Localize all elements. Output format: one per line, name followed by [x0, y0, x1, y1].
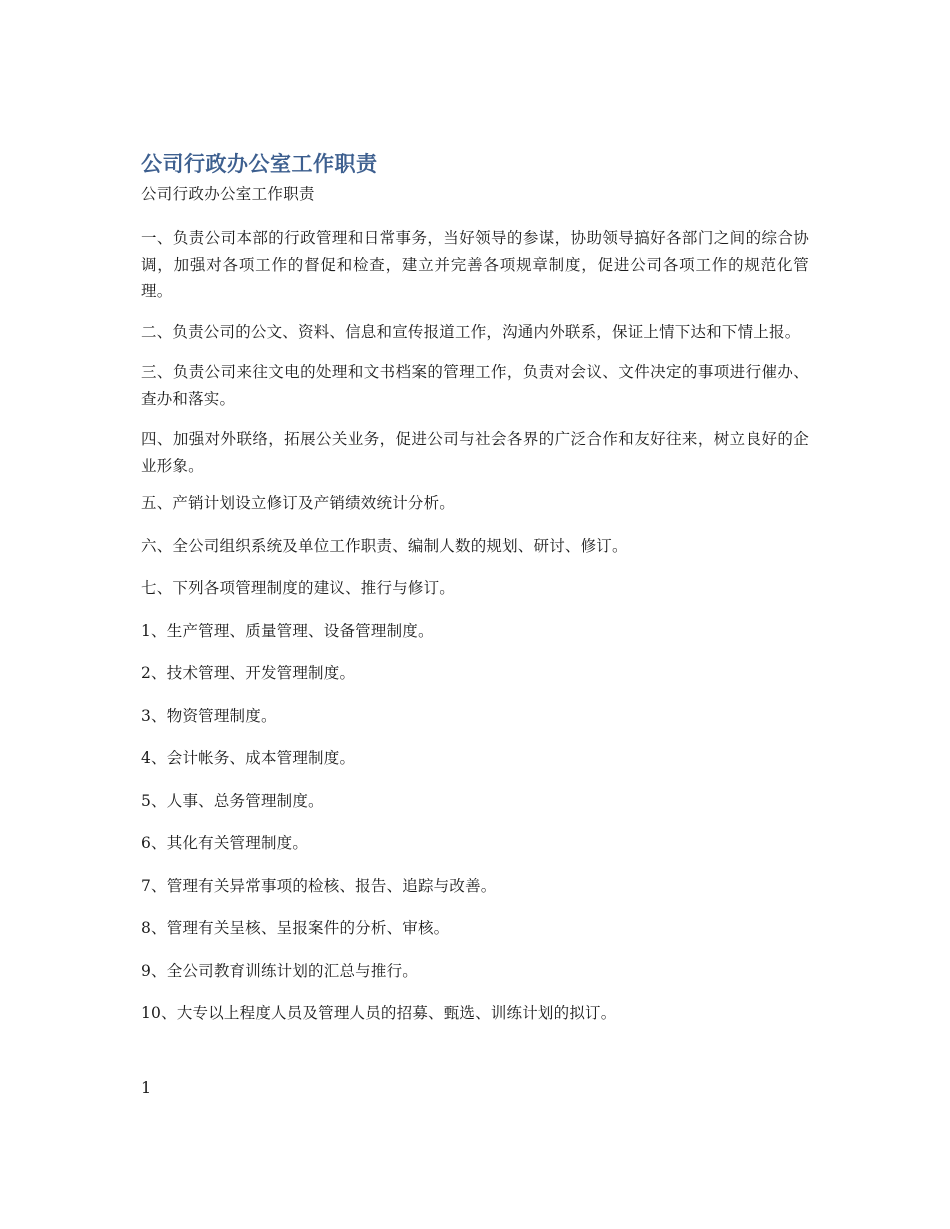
- list-item: 4、会计帐务、成本管理制度。: [141, 749, 356, 767]
- list-item: 10、大专以上程度人员及管理人员的招募、甄选、训练计划的拟订。: [141, 1004, 617, 1022]
- list-item: 3、物资管理制度。: [141, 706, 277, 725]
- list-item: 8、管理有关呈核、呈报案件的分析、审核。: [141, 919, 450, 937]
- document-body: [141, 150, 809, 1046]
- document-title: 公司行政办公室工作职责: [141, 152, 378, 176]
- list-item: 6、其化有关管理制度。: [141, 834, 309, 852]
- list-item: 五、产销计划设立修订及产销绩效统计分析。: [141, 494, 456, 512]
- paragraph-1: 一、负责公司本部的行政管理和日常事务，当好领导的参谋，协助领导搞好各部门之间的综合协调，加强对各项工作的督促和检查，建立并完善各项规章制度，促进公司各项工作的规范化管理。: [141, 229, 809, 300]
- paragraph-4: 四、加强对外联络，拓展公关业务，促进公司与社会各界的广泛合作和友好往来，树立良好的企业形象。: [141, 430, 809, 475]
- list-item: 七、下列各项管理制度的建议、推行与修订。: [141, 579, 456, 597]
- paragraph-3: 三、负责公司来往文电的处理和文书档案的管理工作，负责对会议、文件决定的事项进行催办、查办和落实。: [141, 363, 809, 408]
- list-item: 5、人事、总务管理制度。: [141, 791, 324, 810]
- list-item: 7、管理有关异常事项的检核、报告、追踪与改善。: [141, 876, 497, 895]
- paragraph-2: 二、负责公司的公文、资料、信息和宣传报道工作，沟通内外联系，保证上情下达和下情上报。: [141, 322, 801, 341]
- document-subtitle: 公司行政办公室工作职责: [141, 185, 315, 203]
- list-item: 2、技术管理、开发管理制度。: [141, 664, 356, 682]
- list-item: 9、全公司教育训练计划的汇总与推行。: [141, 961, 418, 980]
- page-number: 1: [141, 1078, 152, 1097]
- list-item: 1、生产管理、质量管理、设备管理制度。: [141, 621, 434, 640]
- list-item: 六、全公司组织系统及单位工作职责、编制人数的规划、研讨、修订。: [141, 536, 628, 555]
